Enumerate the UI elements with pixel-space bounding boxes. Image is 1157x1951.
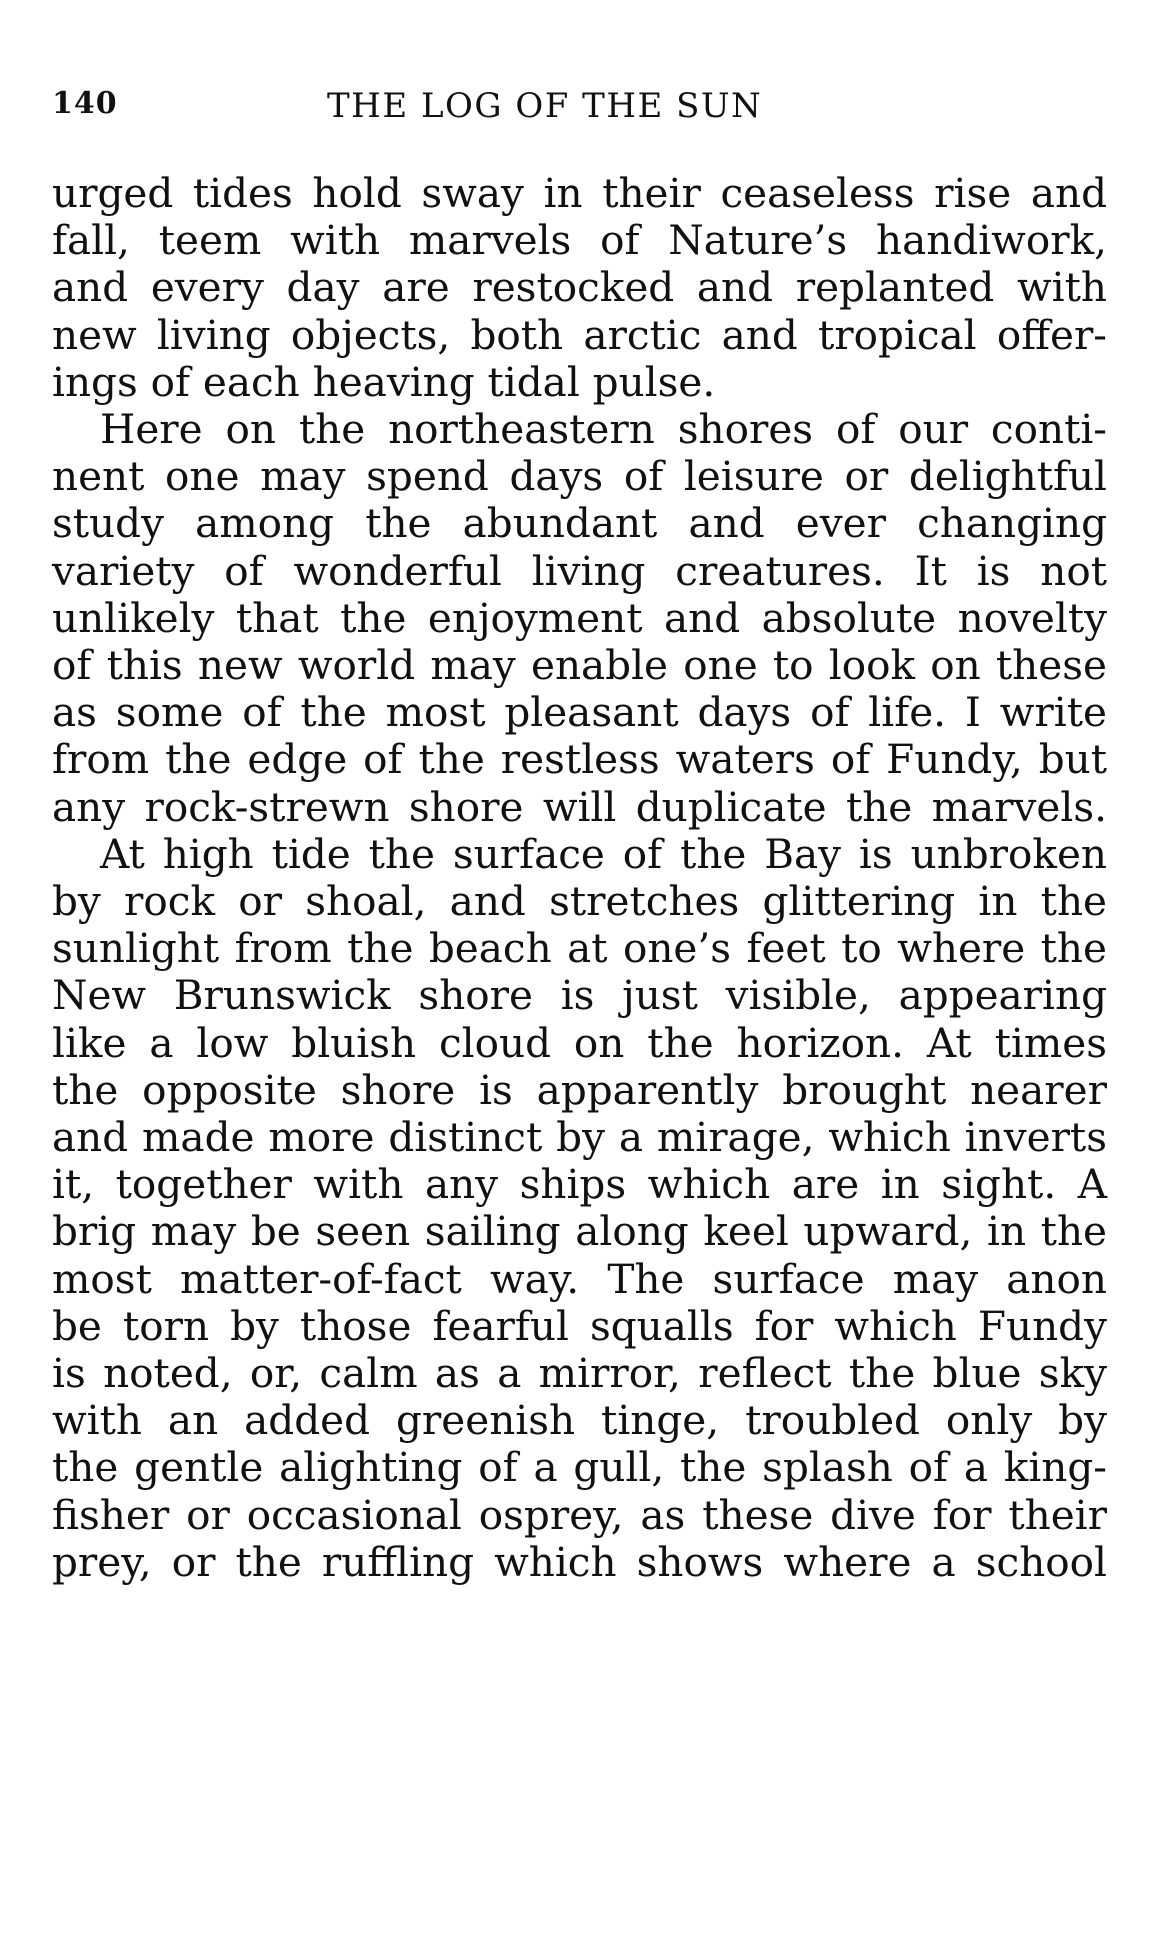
text-line: unlikely that the enjoyment and absolute novelty: [52, 593, 1107, 642]
running-title: THE LOG OF THE SUN: [327, 86, 763, 126]
page-number: 140: [52, 86, 118, 121]
text-line: and every day are restocked and replanted with: [52, 263, 1107, 312]
text-line: sunlight from the beach at one’s feet to where the: [52, 924, 1107, 973]
text-line: study among the abundant and ever changing: [52, 499, 1107, 548]
text-line: fisher or occasional osprey, as these dive for their: [52, 1490, 1107, 1539]
text-line: any rock-strewn shore will duplicate the marvels.: [52, 782, 1107, 831]
text-line: most matter-of-fact way. The surface may anon: [52, 1254, 1107, 1303]
text-line: is noted, or, calm as a mirror, reflect the blue sky: [52, 1349, 1107, 1397]
running-head: [52, 86, 1102, 136]
text-line: brig may be seen sailing along keel upward, in the: [52, 1207, 1107, 1256]
text-line: ings of each heaving tidal pulse.: [52, 357, 716, 406]
text-line: prey, or the ruffling which shows where a school: [52, 1537, 1107, 1586]
text-line: the opposite shore is apparently brought nearer: [52, 1065, 1107, 1114]
text-line: and made more distinct by a mirage, which inverts: [52, 1113, 1107, 1161]
text-line: from the edge of the restless waters of Fundy, but: [52, 735, 1107, 784]
text-line: new living objects, both arctic and tropical offer-: [52, 310, 1107, 359]
text-line: nent one may spend days of leisure or delightful: [52, 452, 1107, 501]
text-line: New Brunswick shore is just visible, appearing: [52, 971, 1107, 1020]
text-line: be torn by those fearful squalls for which Fundy: [52, 1301, 1107, 1350]
text-line: with an added greenish tinge, troubled only by: [52, 1396, 1107, 1445]
text-line: as some of the most pleasant days of life. I write: [52, 688, 1107, 737]
text-line: it, together with any ships which are in sight. A: [52, 1160, 1107, 1209]
text-line: urged tides hold sway in their ceaseless rise and: [52, 169, 1107, 217]
text-line: like a low bluish cloud on the horizon. At times: [52, 1018, 1107, 1067]
text-line: fall, teem with marvels of Nature’s handiwork,: [52, 216, 1107, 265]
paragraph-start-line: Here on the northeastern shores of our conti-: [100, 405, 1107, 453]
text-line: of this new world may enable one to look on these: [52, 641, 1107, 689]
paragraph-start-line: At high tide the surface of the Bay is unbroken: [100, 829, 1107, 878]
text-line: the gentle alighting of a gull, the splash of a king-: [52, 1443, 1107, 1492]
text-line: variety of wonderful living creatures. It is not: [52, 546, 1107, 595]
text-line: by rock or shoal, and stretches glittering in the: [52, 877, 1107, 925]
